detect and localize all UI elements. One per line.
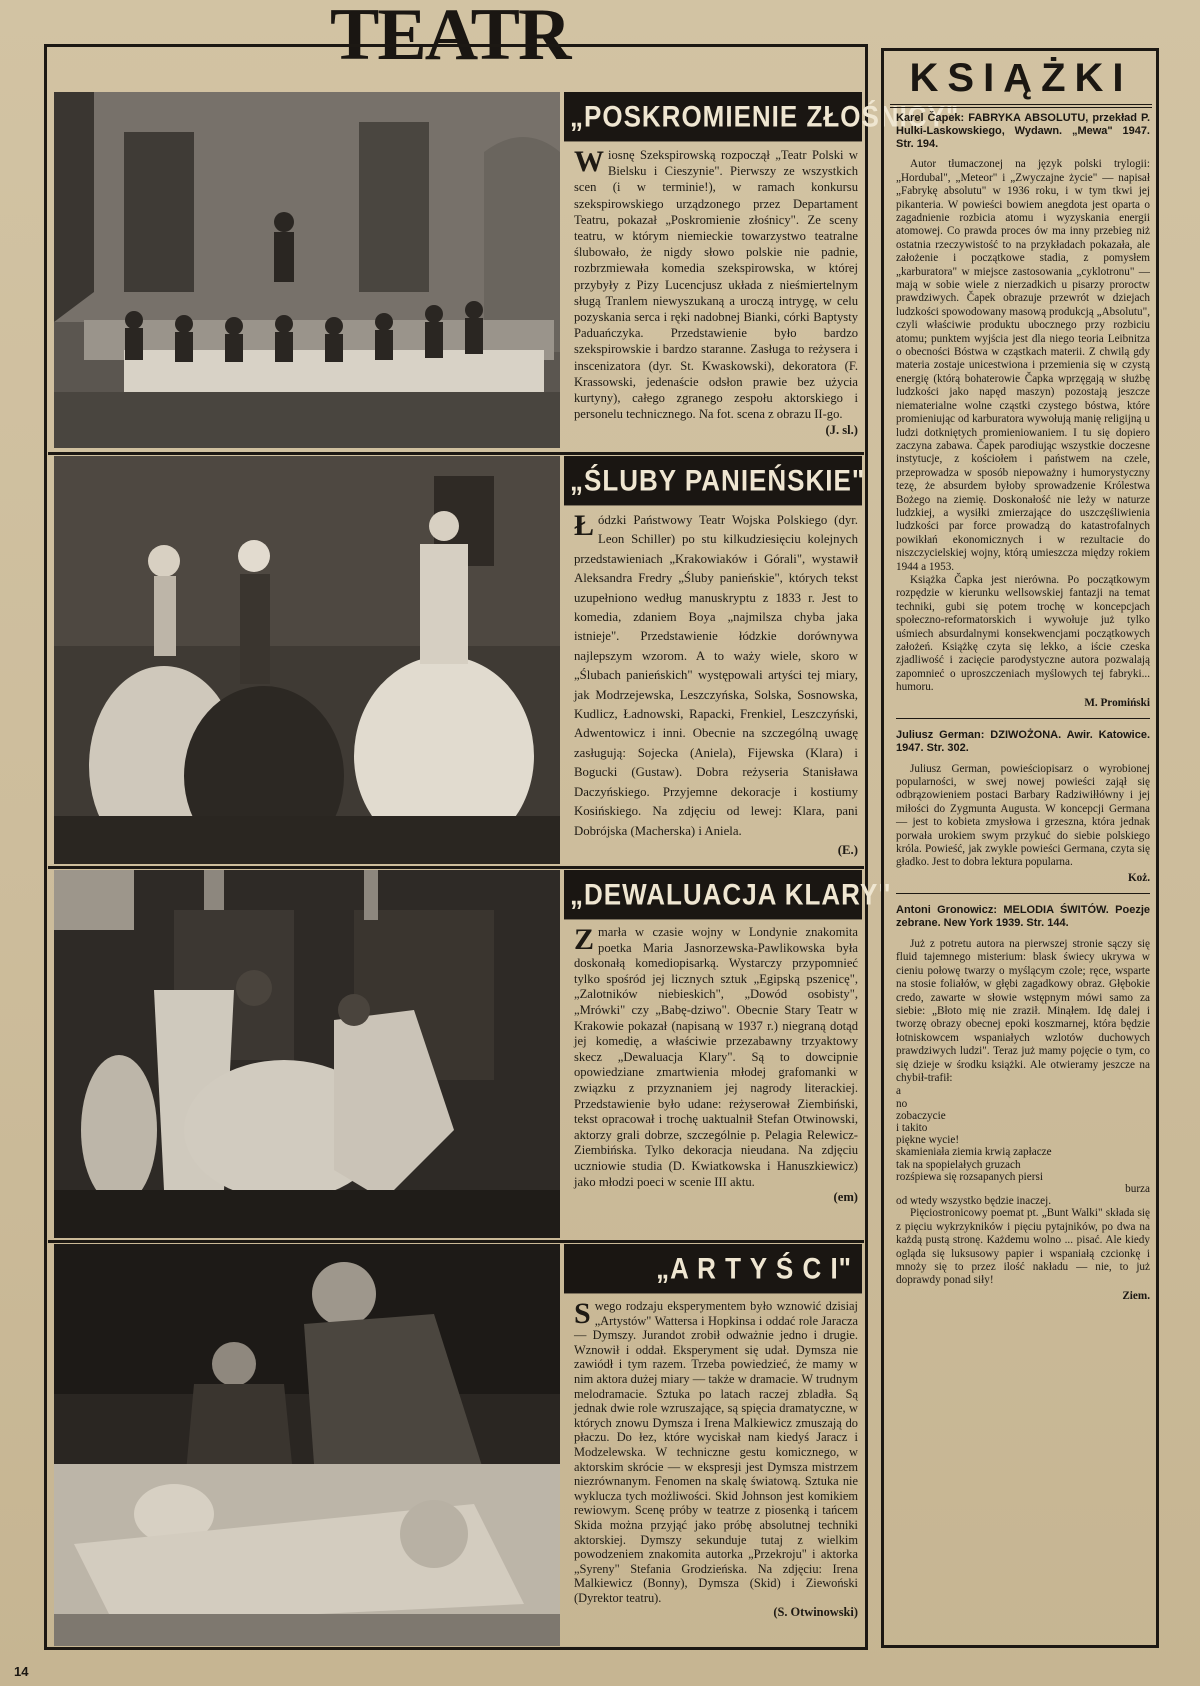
review-section-4	[54, 1244, 862, 1646]
poem-line: a	[896, 1085, 901, 1098]
review-paragraph-3: marła w czasie wojny w Londynie znakomita poetka Maria Jasnorzewska-Pawlikowska była doskonałą komediopisarką. Wystarczy przypomnieć tylko spośród jej licznych sztuk „Egipską pszenicę", „Zalotników niebieskich", „Dowód osobisty", „Mrówki" czy „Babę-dziwo". Obecnie Stary Teatr w Krakowie pokazał (napisaną w 1937 r.) niegraną dotąd jej komedię, a właściwie przezabawny trzyaktowy skecz „Dewaluacja Klary". Są to dowcipnie opowiedziane zmartwienia młodej grafomanki w związku z przyznaniem jej nagrody literackiej. Przedstawienie było udane: reżyserował Ziembiński, tekst opracował i trochę uaktualnił Stefan Otwinowski, aktorzy grali dobrze, szczególnie p. Pelagia Relewicz-Ziembińska. Tylko dekoracja nieudana. Na zdjęciu uczniowie studia (D. Kwiatkowska i Hanuszkiewicz) jako młodzi poeci w scenie III aktu.	[574, 925, 858, 1189]
book-review-signature-3: Ziem.	[1122, 1289, 1150, 1302]
book-review-paragraph: Książka Čapka jest nierówna. Po początkowym rozpędzie w kierunku wellsowskiej fantazji na temat techniki, gubi się potem trochę w koncepcjach społeczno-reformatorskich i wywołuje już tylko uśmiech absurdalnymi konsekwencjami początkowych założeń. Książkę czyta się lekko, a iście czeska zjadliwość i zacięcie parodystyczne autora pozwalają zapomnieć o uproszczeniach myślowych tej fabryki... humoru.	[896, 573, 1150, 694]
book-divider	[896, 893, 1150, 894]
poem-line: tak na spopielałych gruzach	[896, 1158, 1021, 1171]
review-paragraph-1: iosnę Szekspirowską rozpoczął „Teatr Polski w Bielsku i Cieszynie". Pierwszy ze wszystkich scen (i w terminie!), w ramach konkursu szekspirowskiego urządzonego przez Departament Teatru, pokazał „Poskromienie złośnicy". Ze sceny teatru, w którym niemieckie towarzystwo teatralne ślubowało, że nigdy słowo polskie nie padnie, rozbrzmiewała komedia szekspirowska, w której przybyły z Pizy Lucencjusz układa z nieśmiertelnym sługą Tranlem niewyszukaną a uroczą intrygę, w celu pozyskania serca i ręki nadobnej Bianki, córki Baptysty Paduańczyka. Przedstawienie było bardzo szekspirowskie i bardzo staranne. Zasługa to reżysera i inscenizatora (dyr. St. Kwaskowski), dekoratora (F. Krassowski, jedenaście odsłon prawie bez użycia kurtyny), całego zgranego zespołu aktorskiego i personelu technicznego. Na fot. scena z obrazu II-go.	[574, 148, 858, 422]
dropcap-4: S	[574, 1297, 591, 1330]
book-review-paragraph: Już z potretu autora na pierwszej stronie sączy się fluid tajemnego misterium: blask świecy ukrywa w cieniu połowę twarzy o myślącym czole; ręce, wsparte na stosie foliałów, w głębi zagadkowy obraz. Głębokie credo, zawarte w słowie wstępnym mówi samo za siebie: „Błoto mię nie zraził. Minąłem. Idę dalej i tworzę obrazy obecnej epoki koszmarnej, która będzie łotniskowcem wspaniałych wzlotów duchowych prawdziwych ludzi". Teraz już mamy pojęcie o tym, co się dzieje w środku książki. Ale otwieramy jeszcze na chybił-trafił:	[896, 937, 1150, 1084]
page-number: 14	[14, 1664, 29, 1679]
books-heading: KSIĄŻKI	[890, 52, 1152, 108]
dropcap-3: Z	[574, 923, 595, 956]
dropcap-1: W	[574, 145, 604, 178]
review-signature-1: (J. sl.)	[825, 423, 858, 438]
review-body-4	[564, 1287, 862, 1620]
poem-line: burza	[1125, 1182, 1150, 1195]
book-review-paragraph: Pięciostronicowy poemat pt. „Bunt Walki" składa się z pięciu wykrzykników i pięciu pytajników, po dwa na każdą pustą stronę. Każdemu wolno ... pisać. Ale kiedy ogląda się luksusowy papier i wspaniałą czcionkę i mnoży się to przez ilość nakładu — nie, to już doprawdy ponad siły!	[896, 1207, 1150, 1287]
poem-line: zobaczycie	[896, 1109, 946, 1122]
book-review-signature-1: M. Promiński	[1084, 696, 1150, 709]
review-text-3	[564, 870, 892, 1238]
book-review-signature-2: Koż.	[1127, 871, 1150, 884]
poem-line: od wtedy wszystko będzie inaczej.	[896, 1195, 1052, 1208]
review-section-1	[54, 92, 960, 448]
poem-line: rozśpiewa się rozsapanych piersi	[896, 1170, 1043, 1183]
book-review-paragraph: Juliusz German, powieściopisarz o wyrobionej popularności, w swej nowej powieści zajął się odbrązowieniem postaci Barbary Radziwiłłówny i jej miłości do Zygmunta Augusta. W koncepcji Germana — jest to kobieta zmysłowa i grzeszna, która jednak porwała urokiem swym przykuć do siebie polskiego króla. Powieść, jak zwykle powieści Germana, czyta się gładko. Jest to dobra lektura popularna.	[896, 762, 1150, 869]
stage-photo-3	[54, 870, 560, 1238]
dropcap-2: Ł	[574, 509, 595, 542]
books-column	[896, 112, 1150, 1309]
review-title-1: „POSKROMIENIE ZŁOŚNICY"	[564, 92, 862, 141]
review-title-3: „DEWALUACJA KLARY"	[564, 870, 862, 919]
teatr-heading: TEATR	[330, 0, 570, 76]
review-title-2: „ŚLUBY PANIEŃSKIE"	[564, 456, 862, 505]
review-section-3	[54, 870, 892, 1238]
review-body-1	[564, 135, 862, 439]
poem-line: i takito	[896, 1121, 928, 1134]
review-signature-3: (em)	[833, 1190, 858, 1205]
review-signature-4: (S. Otwinowski)	[773, 1605, 858, 1620]
poem-line: no	[896, 1097, 908, 1110]
stage-photo-2	[54, 456, 560, 864]
review-title-4: „A R T Y Ś C I"	[564, 1244, 862, 1293]
review-text-2	[564, 456, 866, 864]
book-review-head-3: Antoni Gronowicz: MELODIA ŚWITÓW. Poezje zebrane. New York 1939. Str. 144.	[896, 904, 1150, 930]
review-paragraph-2: ódzki Państwowy Teatr Wojska Polskiego (dyr. Leon Schiller) po stu kilkudziesięciu kolejnych przedstawieniach „Krakowiaków i Górali", wystawił Aleksandra Fredry „Śluby panieńskie", których tekst uzupełniono według manuskryptu z 1833 r. Jest to komedia, zdaniem Boya „najmilsza chyba jaka istnieje". Przedstawienie łódzkie dorównywa najlepszym wzorom. A to waży wiele, skoro w „Ślubach panieńskich" występowali artyści tej miary, jak Modrzejewska, Leszczyńska, Solska, Sosnowska, Kudlicz, Ładnowski, Rapacki, Frenkiel, Leszczyński, Adwentowicz i inni. Obecnie na szczególną uwagę zasługują: Sojecka (Aniela), Fijewska (Klara) i Bogucki (Gustaw). Dobra reżyseria Stanisława Daczyńskiego. Przyjemne dekoracje i kostiumy Kosińskiego. Na zdjęciu od lewej: Klara, pani Dobrójska (Macherska) i Aniela.	[574, 513, 858, 838]
book-divider	[896, 718, 1150, 719]
section-divider	[48, 866, 864, 869]
poem-line: piękne wycie!	[896, 1134, 960, 1147]
review-body-2	[564, 499, 862, 860]
section-divider	[48, 1240, 864, 1243]
section-divider	[48, 452, 864, 455]
poem-line: skamieniała ziemia krwią zapłacze	[896, 1146, 1052, 1159]
book-review-paragraph: Autor tłumaczonej na język polski trylogii: „Hordubal", „Meteor" i „Zwyczajne życie" — napisał „Fabrykę absolutu" w 1936 roku, i w tym tkwi jej pikanteria. W powieści bowiem anegdota jest oparta o zagadnienie rozbicia atomu i wyzyskania energii atomowej. Co prawda proces ów ma inny przebieg niż ostatnia rzeczywistość to na przykładach pokazała, ale założenie i początkowe stadia, z pomysłem „karburatora" w miejsce zastosowania „cyklotronu" — mają w sobie wiele z nierzadkich u pisarzy proroctw prawdziwych. Čapek obrazuje przewrót w dziejach ludzkości spowodowany masową produkcją „Absolutu", czyli właściwie produktu ubocznego przy rozbiciu atomu; punktem wyjścia jest dla niego teoria Leibnitza o obecności Bóstwa w cząstkach materii. Z chwilą gdy materia zostaje unicestwiona i przemienia się w czystą energię (którą bohaterowie Čapka wprzęgają w służbę ludzkości jako napęd maszyn) pozostają jeszcze niematerialne wolne cząstki czystego bóstwa, które promieniując od karburatora wywołują manię religijną u ludzi dotkniętych promieniowaniem. I tu się dopiero zaczyna zabawa. Čapek parodiując wszystkie doczesne instytucje, z kościołem i państwem na czele, przeprowadza w sposób niepoważny i humorystyczny tezę, że absurdem byłoby sprowadzenie Królestwa Bożego na ziemię. Doskonałość nie leży w naturze ludzkiej, a wysiłki zmierzające do uszczęśliwienia ludzkości par force prowadzą do katastrofalnych powikłań ekonomicznych i w rezultacie do niszczycielskiej wojny, którą umieszcza między rokiem 1944 a 1953.	[896, 158, 1150, 573]
stage-photo-4	[54, 1244, 560, 1646]
review-body-3	[564, 913, 862, 1206]
review-paragraph-4: wego rodzaju eksperymentem było wznowić dzisiaj „Artystów" Wattersa i Hopkinsa i oddać role Jaracza — Dymszy. Jurandot zrobił odważnie jedno i drugie. Wznowił i oddał. Eksperyment się udał. Dymsza nie zawiódł i tym razem. Trzeba powiedzieć, że mamy w nim aktora dużej miary — także w dramacie. W trudnym melodramacie. Sztuka po latach raczej zbladła. Są jednak dwie role wzruszające, są spięcia dramatyczne, w których znowu Dymsza i Irena Malkiewicz zmuszają do płaczu. Do łez, które wyciskał nam kiedyś Jaracz i Modzelewska. W techniczne gestu komicznego, w aktorskim skrócie — w ekspresji jest Dymsza mistrzem niezrównanym. Fenomen na skalę światową. Sztuka nie wyklucza tych możliwości. Skid Johnson jest komikiem rewiowym. Scenę próby w teatrze z piosenką i tańcem Skida można przyjąć jako próbę absolutnej techniki aktorskiej. Dymszy sekunduje tutaj z wielkim powodzeniem znakomita autorka „Przekroju" i aktorka „Syreny" Stefania Grodzieńska. Na zdjęciu: Irena Malkiewicz (Bonny), Dymsza (Skid) i Ziewoński (Dyrektor teatru).	[574, 1299, 858, 1605]
book-review-head-2: Juliusz German: DZIWOŻONA. Awir. Katowice. 1947. Str. 302.	[896, 729, 1150, 754]
review-text-1	[564, 92, 960, 448]
review-text-4	[564, 1244, 862, 1646]
book-review-head-1: Karel Čapek: FABRYKA ABSOLUTU, przekład P. Hulki-Laskowskiego, Wydawn. „Mewa" 1947. Str. 194.	[896, 112, 1150, 150]
review-signature-2: (E.)	[837, 842, 858, 857]
review-section-2	[54, 456, 866, 864]
stage-photo-1	[54, 92, 560, 448]
